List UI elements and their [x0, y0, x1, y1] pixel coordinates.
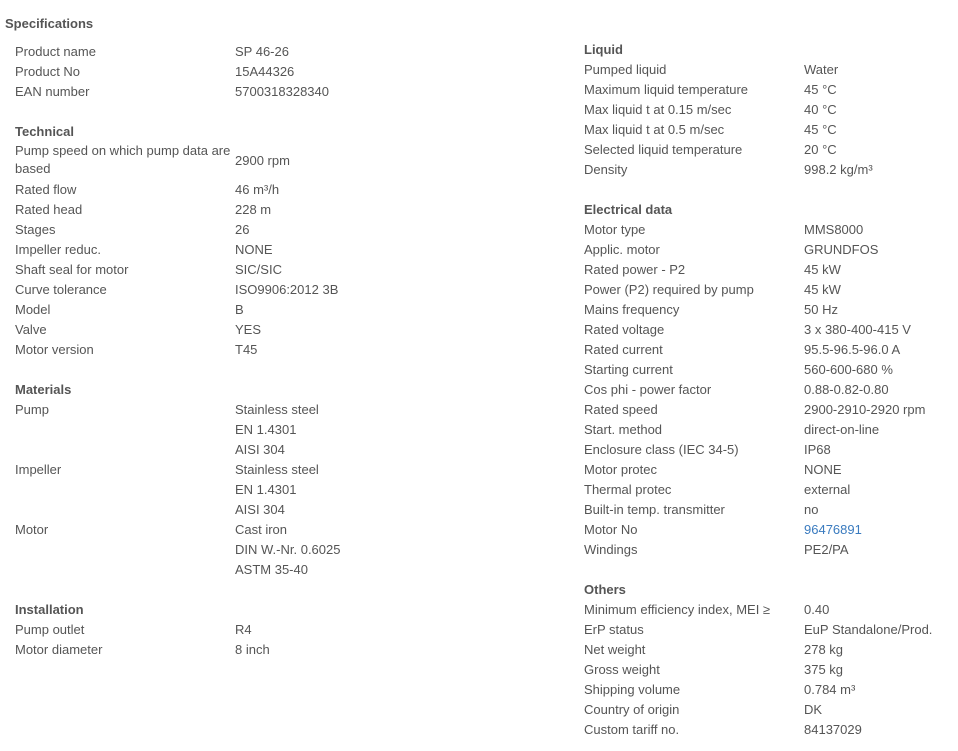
row-value: direct-on-line: [804, 422, 880, 437]
row-value: 45 kW: [804, 262, 841, 277]
table-row: [15, 200, 345, 220]
row-value: 0.88-0.82-0.80: [804, 382, 889, 397]
row-label: Valve: [15, 322, 47, 337]
table-row: [15, 220, 345, 240]
row-label: Max liquid t at 0.5 m/sec: [584, 122, 725, 137]
row-label: Custom tariff no.: [584, 722, 680, 737]
row-value: [235, 460, 345, 520]
table-row: [584, 300, 958, 320]
row-label: Rated power - P2: [584, 262, 686, 277]
row-value: SIC/SIC: [235, 262, 282, 277]
table-row: [15, 280, 345, 300]
row-label: Motor No: [584, 522, 638, 537]
row-value: 20 °C: [804, 142, 837, 157]
table-row: [584, 260, 958, 280]
table-row: [584, 60, 958, 80]
row-value: DK: [804, 702, 823, 717]
row-label: Mains frequency: [584, 302, 680, 317]
row-label: Built-in temp. transmitter: [584, 502, 725, 517]
row-label: Motor protec: [584, 462, 657, 477]
row-value: 2900-2910-2920 rpm: [804, 402, 926, 417]
table-row: [15, 300, 345, 320]
row-label: Pump: [15, 402, 49, 417]
row-label: Starting current: [584, 362, 673, 377]
row-label: Minimum efficiency index, MEI ≥: [584, 602, 771, 617]
row-value: SP 46-26: [235, 44, 289, 59]
row-value: [235, 520, 345, 580]
section-title: Installation: [15, 602, 84, 617]
row-value: 278 kg: [804, 642, 844, 657]
row-label: ErP status: [584, 622, 644, 637]
page-title: Specifications: [5, 16, 94, 31]
row-value: 0.784 m³: [804, 682, 856, 697]
row-value: no: [804, 502, 819, 517]
row-value: 50 Hz: [804, 302, 838, 317]
table-row: [584, 240, 958, 260]
table-row: [15, 260, 345, 280]
table-row: [584, 720, 958, 740]
row-label: Start. method: [584, 422, 663, 437]
table-row: [584, 160, 958, 180]
value-line: Stainless steel: [235, 462, 319, 477]
row-value: T45: [235, 342, 258, 357]
row-label: Max liquid t at 0.15 m/sec: [584, 102, 732, 117]
row-value: 45 kW: [804, 282, 841, 297]
value-line: EN 1.4301: [235, 422, 297, 437]
row-value: 8 inch: [235, 642, 270, 657]
table-row: [15, 460, 345, 520]
table-row: [584, 460, 958, 480]
table-row: [15, 520, 345, 580]
row-label: Density: [584, 162, 628, 177]
table-row: [584, 620, 958, 640]
row-label: Rated head: [15, 202, 83, 217]
table-row: [15, 620, 345, 640]
row-label: Gross weight: [584, 662, 660, 677]
row-value: external: [804, 482, 851, 497]
table-row: [584, 380, 958, 400]
row-value: 45 °C: [804, 82, 837, 97]
table-row: [584, 220, 958, 240]
row-value: ISO9906:2012 3B: [235, 282, 339, 297]
table-row: [584, 640, 958, 660]
section-title: Materials: [15, 382, 72, 397]
row-label: Applic. motor: [584, 242, 660, 257]
row-label: Shaft seal for motor: [15, 262, 129, 277]
table-row: [15, 42, 345, 62]
table-row: [584, 120, 958, 140]
table-row: [584, 480, 958, 500]
liquid-section: [584, 40, 958, 180]
installation-section: [15, 600, 345, 660]
row-label: Motor type: [584, 222, 646, 237]
row-label: Curve tolerance: [15, 282, 107, 297]
value-line: Cast iron: [235, 522, 288, 537]
value-line: DIN W.-Nr. 0.6025: [235, 542, 341, 557]
table-row: [15, 320, 345, 340]
table-row: [15, 180, 345, 200]
row-value: 998.2 kg/m³: [804, 162, 873, 177]
row-label: Maximum liquid temperature: [584, 82, 749, 97]
table-row: [15, 82, 345, 102]
row-value: [235, 400, 345, 460]
row-value: 45 °C: [804, 122, 837, 137]
row-label: Stages: [15, 222, 56, 237]
row-value: MMS8000: [804, 222, 864, 237]
row-value: 95.5-96.5-96.0 A: [804, 342, 901, 357]
row-label: Cos phi - power factor: [584, 382, 712, 397]
row-label: Model: [15, 302, 51, 317]
row-label: Impeller reduc.: [15, 242, 101, 257]
table-row: [584, 340, 958, 360]
row-label: Selected liquid temperature: [584, 142, 743, 157]
row-value: 228 m: [235, 202, 272, 217]
row-label: Net weight: [584, 642, 646, 657]
row-label: Motor version: [15, 342, 94, 357]
row-label: Rated flow: [15, 182, 77, 197]
table-row: [584, 440, 958, 460]
table-row: [584, 360, 958, 380]
section-title: Technical: [15, 124, 75, 139]
row-value: R4: [235, 622, 252, 637]
row-label: Pumped liquid: [584, 62, 667, 77]
row-label: Rated voltage: [584, 322, 665, 337]
row-value: 26: [235, 222, 250, 237]
row-value: 375 kg: [804, 662, 844, 677]
row-label: Pump outlet: [15, 622, 85, 637]
row-value: GRUNDFOS: [804, 242, 879, 257]
table-row: [584, 100, 958, 120]
section-title: Liquid: [584, 42, 623, 57]
row-label: Windings: [584, 542, 638, 557]
row-value: YES: [235, 322, 262, 337]
row-value: 2900 rpm: [235, 153, 290, 168]
section-title: Electrical data: [584, 202, 673, 217]
row-value: 46 m³/h: [235, 182, 280, 197]
row-label: Impeller: [15, 462, 62, 477]
table-row: [584, 520, 958, 540]
row-value: 40 °C: [804, 102, 837, 117]
table-row: [584, 80, 958, 100]
row-value: B: [235, 302, 244, 317]
table-row: [584, 420, 958, 440]
row-value: 84137029: [804, 722, 862, 737]
row-label: Rated current: [584, 342, 663, 357]
row-value: NONE: [804, 462, 842, 477]
table-row: [584, 680, 958, 700]
row-value: 0.40: [804, 602, 830, 617]
row-label: Product name: [15, 44, 96, 59]
table-row: [584, 500, 958, 520]
table-row: [15, 240, 345, 260]
motor-no-link-cell[interactable]: [804, 520, 958, 540]
table-row: [584, 700, 958, 720]
table-row: [584, 400, 958, 420]
row-value: NONE: [235, 242, 273, 257]
motor-no-link[interactable]: 96476891: [804, 522, 862, 537]
table-row: [584, 660, 958, 680]
table-row: [584, 280, 958, 300]
others-section: [584, 580, 958, 740]
technical-section: [15, 122, 345, 360]
row-value: PE2/PA: [804, 542, 849, 557]
row-label: Shipping volume: [584, 682, 681, 697]
row-label: Thermal protec: [584, 482, 672, 497]
section-title: Others: [584, 582, 626, 597]
row-value: 560-600-680 %: [804, 362, 893, 377]
value-line: AISI 304: [235, 442, 285, 457]
row-value: 3 x 380-400-415 V: [804, 322, 911, 337]
row-label: Power (P2) required by pump: [584, 282, 754, 297]
value-line: Stainless steel: [235, 402, 319, 417]
row-label: Product No: [15, 64, 81, 79]
row-label: Enclosure class (IEC 34-5): [584, 442, 739, 457]
table-row: [584, 140, 958, 160]
row-label: Motor: [15, 522, 49, 537]
value-line: AISI 304: [235, 502, 285, 517]
table-row: [15, 142, 345, 180]
row-value: Water: [804, 62, 839, 77]
row-value: 15A44326: [235, 64, 295, 79]
value-line: EN 1.4301: [235, 482, 297, 497]
table-row: [584, 540, 958, 560]
electrical-section: [584, 200, 958, 560]
row-label: EAN number: [15, 84, 90, 99]
table-row: [15, 400, 345, 460]
table-row: [15, 62, 345, 82]
table-row: [584, 320, 958, 340]
table-row: [15, 640, 345, 660]
row-value: IP68: [804, 442, 831, 457]
row-label: Pump speed on which pump data are based: [15, 143, 231, 176]
table-row: [584, 600, 958, 620]
value-line: ASTM 35-40: [235, 562, 308, 577]
row-value: EuP Standalone/Prod.: [804, 622, 933, 637]
materials-section: [15, 380, 345, 580]
row-value: 5700318328340: [235, 84, 329, 99]
row-label: Country of origin: [584, 702, 680, 717]
row-label: Rated speed: [584, 402, 658, 417]
general-section: [15, 42, 345, 102]
table-row: [15, 340, 345, 360]
row-label: Motor diameter: [15, 642, 103, 657]
